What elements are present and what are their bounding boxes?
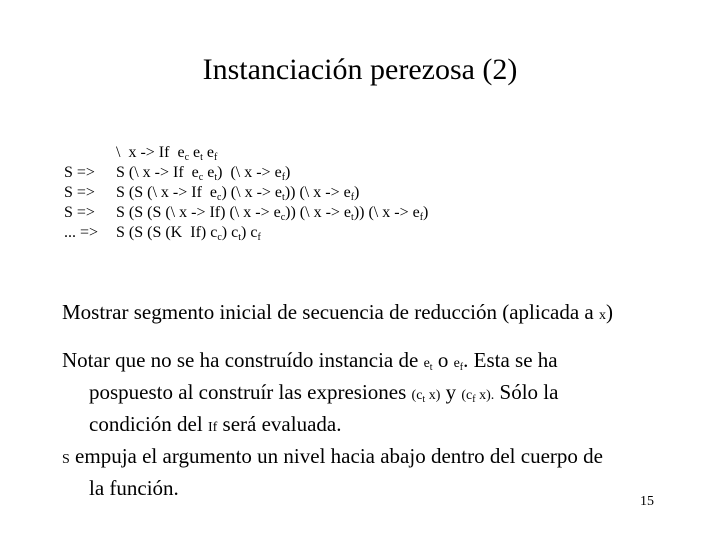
expr-subscript: c [184,152,190,163]
expr-text: )) (\ x -> e [285,204,352,221]
reduction-code-block [64,143,428,243]
para-text: empuja el argumento un nivel hacia abajo dentro del cuerpo de [69,444,603,468]
expr-text: ) [285,164,291,181]
note-line-2 [62,378,712,410]
expr-subscript: c [217,192,222,203]
expr-text: S (S (S (K If) c [116,224,218,241]
note-line-4 [62,442,712,474]
para-text: pospuesto al construír las expresiones [89,380,412,404]
para-text: Mostrar segmento inicial de secuencia de reducción (aplicada a [62,300,600,324]
page-number: 15 [640,494,654,509]
para-text: o [432,348,454,372]
expr-subscript: c [198,172,204,183]
note-line-5 [62,474,712,503]
expr-subscript: f [350,192,355,203]
expr-text: ) c [241,224,258,241]
expr-subscript: t [351,212,354,223]
expr-text: )) (\ x -> e [284,184,351,201]
inline-code-subscript: f [459,362,464,373]
expr-subscript: t [214,172,218,183]
para-text: la función. [89,476,179,500]
expr-text: e [203,164,215,181]
para-text: será evaluada. [217,412,342,436]
inline-code: e [423,356,430,371]
inline-code: x). [475,388,495,403]
reduction-paragraph [62,298,712,330]
inline-code-if: If [207,420,218,435]
code-line-label: S => [64,164,95,181]
code-line-4 [64,203,428,223]
para-text: Sólo la [494,380,559,404]
note-line-3 [62,410,712,442]
inline-code-subscript: t [422,394,426,405]
note-line-1 [62,346,712,378]
expr-subscript: t [282,192,285,203]
expr-text: ) c [221,224,239,241]
expr-text: S (S (S (\ x -> If) (\ x -> e [116,204,281,221]
expr-subscript: f [281,172,286,183]
expr-subscript: c [280,212,286,223]
expr-text: S (\ x -> If e [116,164,199,181]
inline-code-subscript: t [429,362,433,373]
inline-code: (c [461,388,473,403]
code-line-expression [116,203,428,223]
expr-subscript: t [200,152,203,163]
expr-text: e [202,144,215,161]
note-paragraph [62,346,712,503]
code-line-label [64,143,116,163]
expr-text: ) (\ x -> e [221,184,283,201]
code-line-label: ... => [64,224,99,241]
code-line-2 [64,163,428,183]
code-line-1 [64,143,428,163]
code-line-expression [116,183,359,203]
expr-subscript: f [214,152,218,163]
para-text: . Esta se ha [463,348,558,372]
expr-text: e [189,144,201,161]
expr-subscript: f [257,232,261,243]
para-text: condición del [89,412,208,436]
code-line-5 [64,223,428,243]
code-line-expression [116,223,261,243]
para-text: Notar que no se ha construído instancia de [62,348,424,372]
expr-text: S (S (\ x -> If e [116,184,218,201]
inline-code: e [453,356,460,371]
expr-text: )) (\ x -> e [353,204,420,221]
expr-text: ) [354,184,360,201]
code-line-label: S => [64,184,95,201]
para-text: ) [606,300,614,324]
code-line-3 [64,183,428,203]
inline-code-subscript: f [472,394,476,405]
expr-text: ) (\ x -> e [217,164,282,181]
inline-code: x) [425,388,441,403]
inline-code-x: x [599,308,607,323]
code-line-label: S => [64,204,95,221]
expr-text: ) [423,204,429,221]
slide-title: Instanciación perezosa (2) [202,53,518,86]
code-line-expression [116,143,217,163]
para-text: y [440,380,462,404]
code-line-expression [116,163,290,183]
inline-code-s: S [62,452,70,467]
expr-text: \ x -> If e [116,144,185,161]
inline-code: (c [411,388,423,403]
expr-subscript: c [217,232,222,243]
expr-subscript: f [419,212,424,223]
expr-subscript: t [238,232,241,243]
